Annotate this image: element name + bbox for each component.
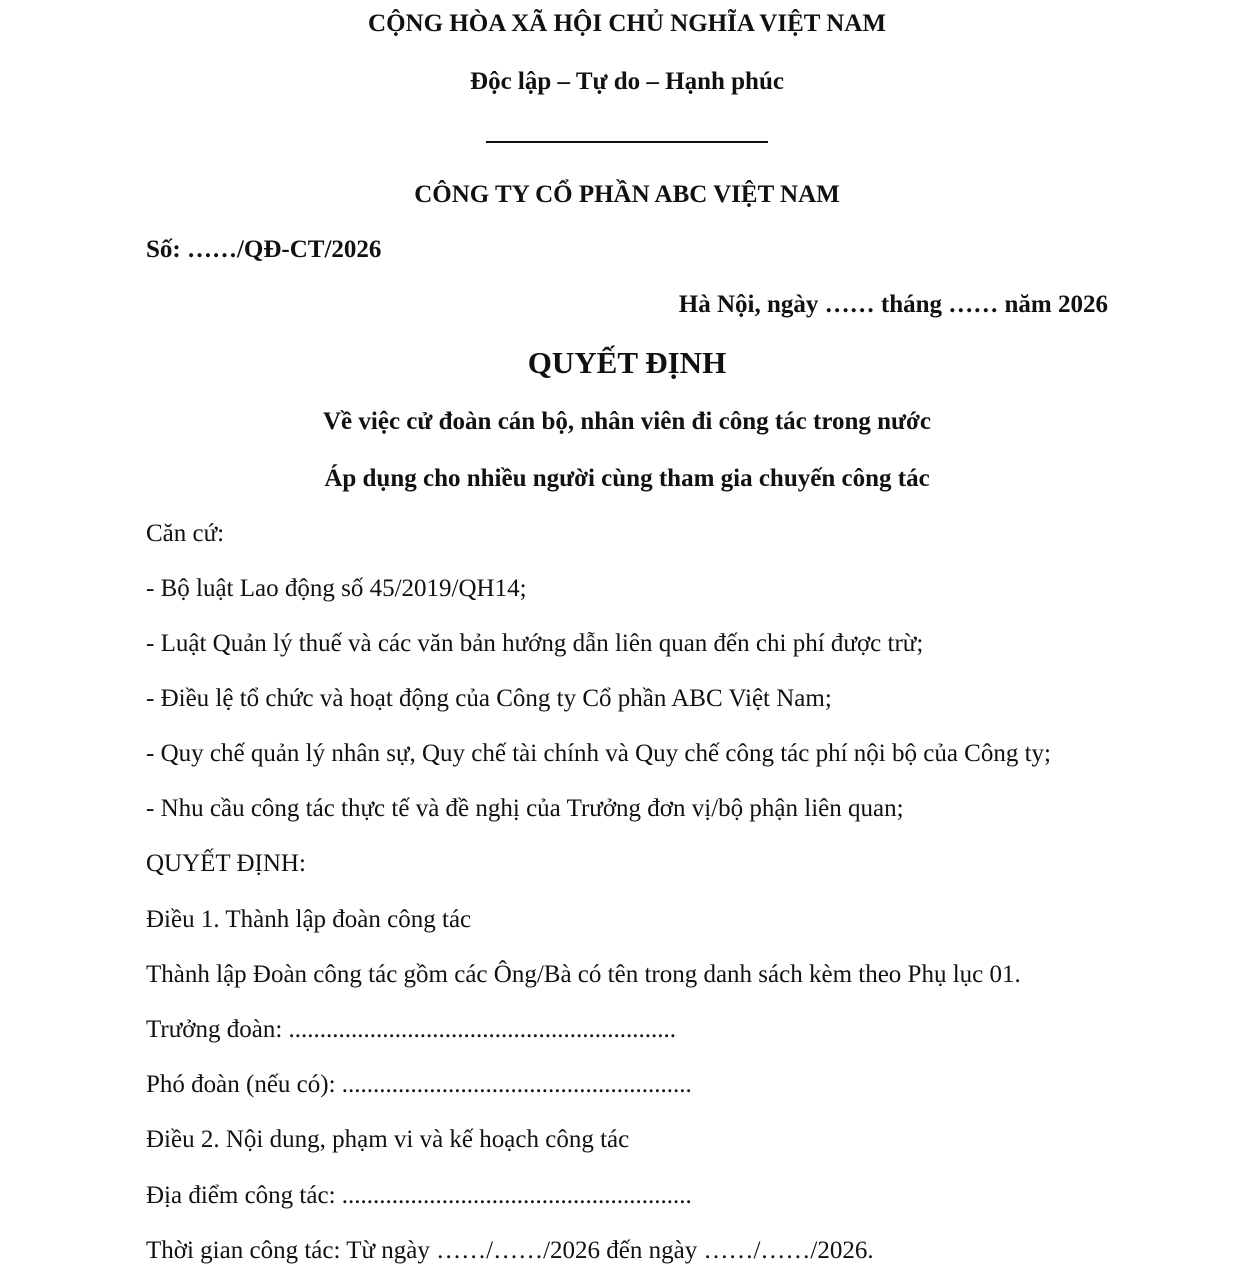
article-1-heading: Điều 1. Thành lập đoàn công tác	[146, 906, 472, 933]
place-date: Hà Nội, ngày …… tháng …… năm 2026	[678, 291, 1108, 318]
team-leader-line: Trưởng đoàn: ..............................................................	[146, 1016, 677, 1043]
document-title: QUYẾT ĐỊNH	[527, 345, 727, 380]
nation-heading: CỘNG HÒA XÃ HỘI CHỦ NGHĨA VIỆT NAM	[368, 10, 886, 37]
motto-underline	[486, 141, 768, 143]
document-scope: Áp dụng cho nhiều người cùng tham gia chuyến công tác	[324, 465, 930, 492]
article-1-text: Thành lập Đoàn công tác gồm các Ông/Bà có tên trong danh sách kèm theo Phụ lục 01.	[146, 961, 1021, 988]
duration-line: Thời gian công tác: Từ ngày ……/……/2026 đến ngày ……/……/2026.	[146, 1237, 874, 1264]
basis-item: - Quy chế quản lý nhân sự, Quy chế tài chính và Quy chế công tác phí nội bộ của Công ty;	[146, 740, 1051, 767]
motto: Độc lập – Tự do – Hạnh phúc	[470, 68, 784, 95]
deputy-leader-line: Phó đoàn (nếu có): ........................................................	[146, 1071, 692, 1098]
location-line: Địa điểm công tác: ........................................................	[146, 1182, 692, 1209]
basis-heading: Căn cứ:	[146, 520, 225, 547]
document-subject: Về việc cử đoàn cán bộ, nhân viên đi công tác trong nước	[323, 408, 931, 435]
article-2-heading: Điều 2. Nội dung, phạm vi và kế hoạch công tác	[146, 1126, 630, 1153]
basis-item: - Điều lệ tổ chức và hoạt động của Công ty Cổ phần ABC Việt Nam;	[146, 685, 832, 712]
basis-item: - Nhu cầu công tác thực tế và đề nghị của Trưởng đơn vị/bộ phận liên quan;	[146, 795, 904, 822]
basis-item: - Bộ luật Lao động số 45/2019/QH14;	[146, 575, 527, 602]
company-name: CÔNG TY CỔ PHẦN ABC VIỆT NAM	[414, 181, 840, 208]
document-number: Số: ……/QĐ-CT/2026	[146, 236, 382, 263]
basis-item: - Luật Quản lý thuế và các văn bản hướng dẫn liên quan đến chi phí được trừ;	[146, 630, 924, 657]
decision-heading: QUYẾT ĐỊNH:	[146, 850, 306, 877]
